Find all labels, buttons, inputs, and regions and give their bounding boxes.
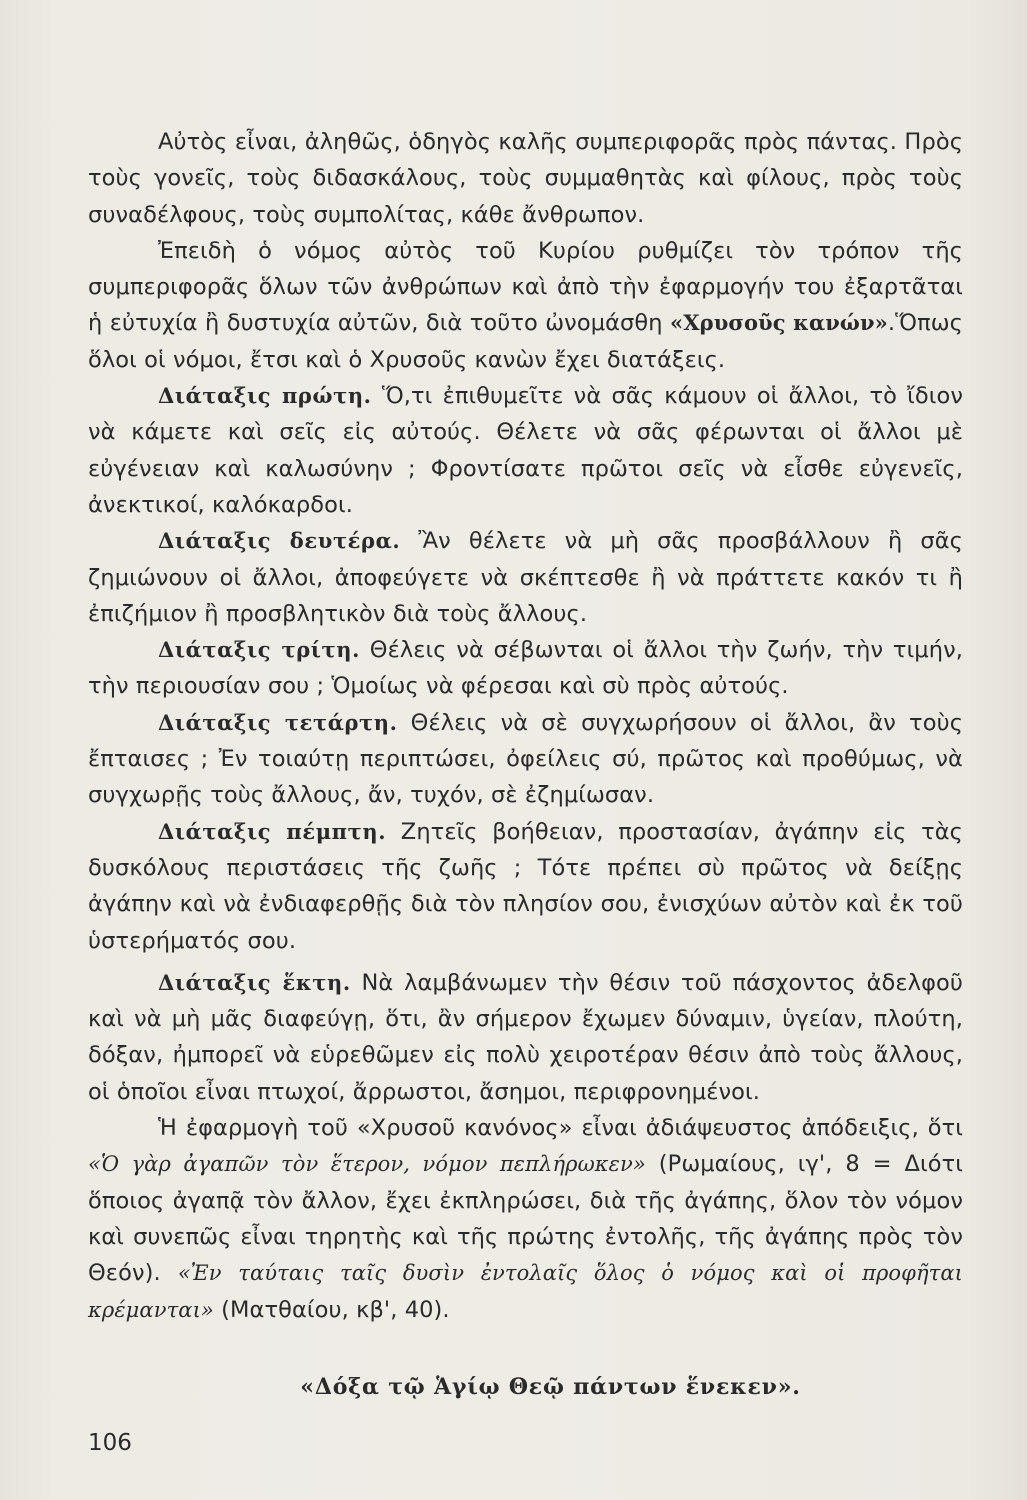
provision-3 bbox=[88, 632, 963, 705]
conclusion-part-1: Ἡ ἐφαρμογὴ τοῦ «Χρυσοῦ κανόνος» εἶναι ἀδιάψευστος ἀπόδειξις, ὅτι bbox=[158, 1115, 963, 1142]
conclusion-part-3: (Ματθαίου, κβ', 40). bbox=[213, 1296, 450, 1323]
intro-paragraph-1 bbox=[88, 124, 963, 233]
provision-1 bbox=[88, 378, 963, 523]
provision-3-text: Θέλεις νὰ σέβωνται οἱ ἄλλοι τὴν ζωήν, τὴν τιμήν, τὴν περιουσίαν σου ; Ὁμοίως νὰ φέρεσαι καὶ σὺ πρὸς αὐτούς. bbox=[88, 637, 963, 700]
provision-1-text: Ὅ,τι ἐπιθυμεῖτε νὰ σᾶς κάμουν οἱ ἄλλοι, τὸ ἴδιον νὰ κάμετε καὶ σεῖς εἰς αὐτούς. Θέλετε νὰ σᾶς φέρωνται οἱ ἄλλοι μὲ εὐγένειαν καὶ καλωσύνην ; Φροντίσατε πρῶτοι σεῖς νὰ εἶσθε εὐγενεῖς, ἀνεκτικοί, καλόκαρδοι. bbox=[88, 383, 963, 518]
intro-paragraph-2-text: Ἐπειδὴ ὁ νόμος αὐτὸς τοῦ Κυρίου ρυθμίζει τὸν τρόπον τῆς συμπεριφορᾶς ὅλων τῶν ἀνθρώπων καὶ ἀπὸ τὴν ἐφαρμογήν του ἐξαρτᾶται ἡ εὐτυχία ἢ δυστυχία αὐτῶν, διὰ τοῦτο ὠνομάσθη bbox=[88, 237, 963, 337]
provision-6-text: Νὰ λαμβάνωμεν τὴν θέσιν τοῦ πάσχοντος ἀδελφοῦ καὶ νὰ μὴ μᾶς διαφεύγῃ, ὅτι, ἂν σήμερον ἔχωμεν δύναμιν, ὑγείαν, πλούτη, δόξαν, ἠμπορεῖ νὰ εὑρεθῶμεν εἰς πολὺ χειροτέραν θέσιν ἀπὸ τοὺς ἄλλους, οἱ ὁποῖοι εἶναι πτωχοί, ἄρρωστοι, ἄσημοι, περιφρονημένοι. bbox=[88, 969, 964, 1105]
provision-6 bbox=[88, 965, 963, 1110]
provision-3-heading: Διάταξις τρίτη. bbox=[158, 637, 361, 663]
intro-paragraph-2-tail: .Ὅπως ὅλοι οἱ νόμοι, ἔτσι καὶ ὁ Χρυσοῦς κανὼν ἔχει διατάξεις. bbox=[88, 310, 963, 373]
provision-1-heading: Διάταξις πρώτη. bbox=[158, 383, 372, 409]
matthew-quote: «Ἐν ταύταις ταῖς δυσὶν ἐντολαῖς ὅλος ὁ νόμος καὶ οἱ προφῆται κρέμανται» bbox=[88, 1261, 963, 1322]
provision-5-heading: Διάταξις πέμπτη. bbox=[158, 818, 387, 844]
provision-4-text: Θέλεις νὰ σὲ συγχωρήσουν οἱ ἄλλοι, ἂν τοὺς ἔπταισες ; Ἐν τοιαύτῃ περιπτώσει, ὀφείλεις σύ, πρῶτος καὶ προθύμως, νὰ συγχωρῇς τοὺς ἄλλους, ἄν, τυχόν, σὲ ἐζημίωσαν. bbox=[88, 709, 963, 809]
romans-quote: «Ὁ γὰρ ἀγαπῶν τὸν ἕτερον, νόμον πεπλήρωκεν» bbox=[88, 1152, 646, 1177]
conclusion-paragraph bbox=[88, 1110, 963, 1328]
provision-6-heading: Διάταξις ἕκτη. bbox=[158, 969, 351, 995]
intro-paragraph-1-text: Αὐτὸς εἶναι, ἀληθῶς, ὁδηγὸς καλῆς συμπεριφορᾶς πρὸς πάντας. Πρὸς τοὺς γονεῖς, τοὺς διδασκάλους, τοὺς συμμαθητὰς καὶ φίλους, πρὸς τοὺς συναδέλφους, τοὺς συμπολίτας, κάθε ἄνθρωπον. bbox=[88, 129, 963, 228]
provision-2 bbox=[88, 523, 963, 632]
doxology: «Δόξα τῷ Ἁγίῳ Θεῷ πάντων ἕνεκεν». bbox=[300, 1374, 801, 1400]
provision-5-text: Ζητεῖς βοήθειαν, προστασίαν, ἀγάπην εἰς τὰς δυσκόλους περιστάσεις τῆς ζωῆς ; Τότε πρέπει σὺ πρῶτος νὰ δείξῃς ἀγάπην καὶ νὰ ἐνδιαφερθῇς διὰ τὸν πλησίον σου, ἐνισχύων αὐτὸν καὶ ἐκ τοῦ ὑστερήματός σου. bbox=[88, 818, 963, 954]
conclusion-part-2: (Ρωμαίους, ιγ', 8 = Διότι ὅποιος ἀγαπᾷ τὸν ἄλλον, ἔχει ἐκπληρώσει, διὰ τῆς ἀγάπης, ὅλον τὸν νόμον καὶ συνεπῶς εἶναι τηρητὴς καὶ τῆς πρώτης ἐντολῆς, τῆς ἀγάπης πρὸς τὸν Θεόν). bbox=[88, 1151, 963, 1287]
provision-5 bbox=[88, 814, 963, 959]
golden-rule-term: «Χρυσοῦς κανών» bbox=[670, 310, 888, 336]
body-text bbox=[88, 124, 963, 1328]
provision-2-heading: Διάταξις δευτέρα. bbox=[158, 528, 401, 554]
provision-4 bbox=[88, 705, 963, 814]
intro-paragraph-2 bbox=[88, 233, 963, 378]
page-number: 106 bbox=[88, 1430, 132, 1456]
provision-2-text: Ἂν θέλετε νὰ μὴ σᾶς προσβάλλουν ἢ σᾶς ζημιώνουν οἱ ἄλλοι, ἀποφεύγετε νὰ σκέπτεσθε ἢ νὰ πράττετε κακόν τι ἢ ἐπιζήμιον ἢ προσβλητικὸν διὰ τοὺς ἄλλους. bbox=[88, 528, 963, 627]
provision-4-heading: Διάταξις τετάρτη. bbox=[158, 709, 398, 735]
